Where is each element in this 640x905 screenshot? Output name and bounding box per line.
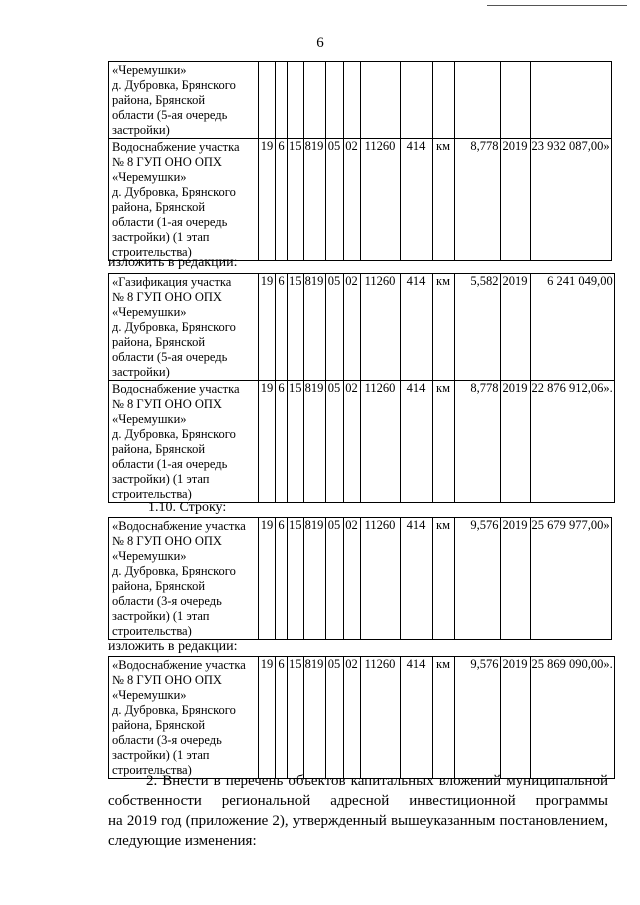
object-name-cell [109,274,259,381]
object-name-line: области (1-ая очередь [112,457,228,471]
object-name-line: застройки) (1 этап [112,230,210,244]
col-f-cell: 02 [343,657,360,779]
col-amount-cell: 25 869 090,00». [530,657,614,779]
col-year-cell: 2019 [500,518,530,640]
col-a-cell: 19 [259,657,276,779]
object-name-line: строительства) [112,763,192,777]
col-g-cell: 11260 [360,518,400,640]
col-d-cell: 819 [303,518,325,640]
col-unit-cell: км [432,139,454,261]
object-name-cell [109,657,259,779]
col-g-cell: 11260 [360,274,400,381]
object-name-line: строительства) [112,245,192,259]
paragraph-2 [108,771,608,851]
col-g-cell: 11260 [360,657,400,779]
object-name-line: № 8 ГУП ОНО ОПХ [112,534,222,548]
col-d-cell: 819 [303,657,325,779]
object-name-line: застройки) (1 этап [112,609,210,623]
object-name-line: Водоснабжение участка [112,140,240,154]
col-h-cell: 414 [400,518,432,640]
object-name-line: д. Дубровка, Брянского [112,564,236,578]
object-name-line: застройки) [112,123,170,137]
object-name-line: «Черемушки» [112,305,187,319]
object-name-line: области (3-я очередь [112,733,222,747]
col-length-cell [454,62,500,139]
col-b-cell: 6 [276,381,288,503]
object-name-line: района, Брянской [112,335,206,349]
object-name-line: Водоснабжение участка [112,382,240,396]
object-name-line: района, Брянской [112,200,206,214]
col-f-cell: 02 [343,381,360,503]
col-c-cell: 15 [288,518,304,640]
col-year-cell: 2019 [500,139,530,261]
object-name-line: «Водоснабжение участка [112,658,246,672]
col-c-cell: 15 [288,139,304,261]
col-h-cell: 414 [400,274,432,381]
table-original-row-1-10 [108,517,612,640]
object-name-cell [109,62,259,139]
object-name-line: «Газификация участка [112,275,232,289]
object-name-line: «Черемушки» [112,412,187,426]
col-h-cell [400,62,432,139]
col-c-cell: 15 [288,381,304,503]
col-a-cell: 19 [259,381,276,503]
col-amount-cell: 22 876 912,06». [530,381,614,503]
col-f-cell: 02 [343,518,360,640]
col-g-cell: 11260 [360,381,400,503]
col-g-cell [360,62,400,139]
col-a-cell [259,62,276,139]
col-e-cell: 05 [325,274,343,381]
col-a-cell: 19 [259,274,276,381]
caption-edit-1: изложить в редакции: [108,255,238,270]
col-amount-cell: 23 932 087,00» [530,139,611,261]
col-unit-cell: км [432,518,454,640]
object-name-line: № 8 ГУП ОНО ОПХ [112,290,222,304]
col-d-cell: 819 [303,139,325,261]
paragraph-line: 2. Внести в перечень объектов капитальных вложений муниципальной [146,773,608,789]
col-e-cell: 05 [325,657,343,779]
object-name-line: области (5-ая очередь [112,350,228,364]
col-d-cell [303,62,325,139]
col-length-cell: 5,582 [454,274,500,381]
object-name-line: района, Брянской [112,442,206,456]
header-rule [487,5,627,6]
object-name-line: «Водоснабжение участка [112,519,246,533]
col-c-cell [288,62,304,139]
col-unit-cell: км [432,657,454,779]
object-name-line: застройки) (1 этап [112,472,210,486]
object-name-line: № 8 ГУП ОНО ОПХ [112,155,222,169]
col-a-cell: 19 [259,139,276,261]
col-d-cell: 819 [303,274,325,381]
col-amount-cell [530,62,611,139]
col-b-cell: 6 [276,657,288,779]
col-e-cell: 05 [325,139,343,261]
object-name-line: застройки) [112,365,170,379]
col-f-cell: 02 [343,274,360,381]
col-f-cell [343,62,360,139]
object-name-line: д. Дубровка, Брянского [112,427,236,441]
table-row [109,62,612,139]
col-b-cell [276,62,288,139]
col-e-cell [325,62,343,139]
object-name-line: д. Дубровка, Брянского [112,703,236,717]
col-length-cell: 9,576 [454,518,500,640]
col-h-cell: 414 [400,657,432,779]
object-name-line: области (3-я очередь [112,594,222,608]
col-c-cell: 15 [288,274,304,381]
caption-line-1-10: 1.10. Строку: [148,500,227,515]
col-e-cell: 05 [325,518,343,640]
table-row [109,518,612,640]
object-name-line: д. Дубровка, Брянского [112,78,236,92]
col-year-cell: 2019 [500,274,530,381]
col-year-cell: 2019 [500,657,530,779]
col-c-cell: 15 [288,657,304,779]
object-name-cell [109,518,259,640]
col-d-cell: 819 [303,381,325,503]
col-unit-cell: км [432,381,454,503]
col-b-cell: 6 [276,518,288,640]
col-f-cell: 02 [343,139,360,261]
paragraph-line: следующие изменения: [108,833,257,849]
object-name-line: д. Дубровка, Брянского [112,185,236,199]
object-name-line: района, Брянской [112,93,206,107]
col-h-cell: 414 [400,139,432,261]
col-length-cell: 8,778 [454,381,500,503]
col-b-cell: 6 [276,274,288,381]
col-e-cell: 05 [325,381,343,503]
col-unit-cell: км [432,274,454,381]
col-a-cell: 19 [259,518,276,640]
col-year-cell: 2019 [500,381,530,503]
page-number: 6 [316,35,324,51]
col-unit-cell [432,62,454,139]
col-amount-cell: 6 241 049,00 [530,274,614,381]
object-name-line: строительства) [112,487,192,501]
object-name-line: области (5-ая очередь [112,108,228,122]
col-length-cell: 8,778 [454,139,500,261]
table-revised-rows [108,273,615,503]
table-row [109,381,615,503]
object-name-line: № 8 ГУП ОНО ОПХ [112,673,222,687]
object-name-line: д. Дубровка, Брянского [112,320,236,334]
col-b-cell: 6 [276,139,288,261]
col-h-cell: 414 [400,381,432,503]
object-name-cell [109,381,259,503]
paragraph-line: собственности региональной адресной инвестиционной программы [108,793,608,809]
col-year-cell [500,62,530,139]
object-name-line: «Черемушки» [112,170,187,184]
object-name-line: «Черемушки» [112,549,187,563]
table-row [109,274,615,381]
paragraph-line: на 2019 год (приложение 2), утвержденный вышеуказанным постановлением, [108,813,608,829]
col-length-cell: 9,576 [454,657,500,779]
object-name-line: «Черемушки» [112,63,187,77]
col-g-cell: 11260 [360,139,400,261]
caption-edit-2: изложить в редакции: [108,639,238,654]
object-name-line: «Черемушки» [112,688,187,702]
object-name-cell [109,139,259,261]
table-row [109,139,612,261]
object-name-line: района, Брянской [112,718,206,732]
object-name-line: № 8 ГУП ОНО ОПХ [112,397,222,411]
object-name-line: строительства) [112,624,192,638]
object-name-line: застройки) (1 этап [112,748,210,762]
table-revised-row-1-10 [108,656,615,779]
table-original-rows [108,61,612,261]
object-name-line: области (1-ая очередь [112,215,228,229]
col-amount-cell: 25 679 977,00» [530,518,611,640]
table-row [109,657,615,779]
object-name-line: района, Брянской [112,579,206,593]
